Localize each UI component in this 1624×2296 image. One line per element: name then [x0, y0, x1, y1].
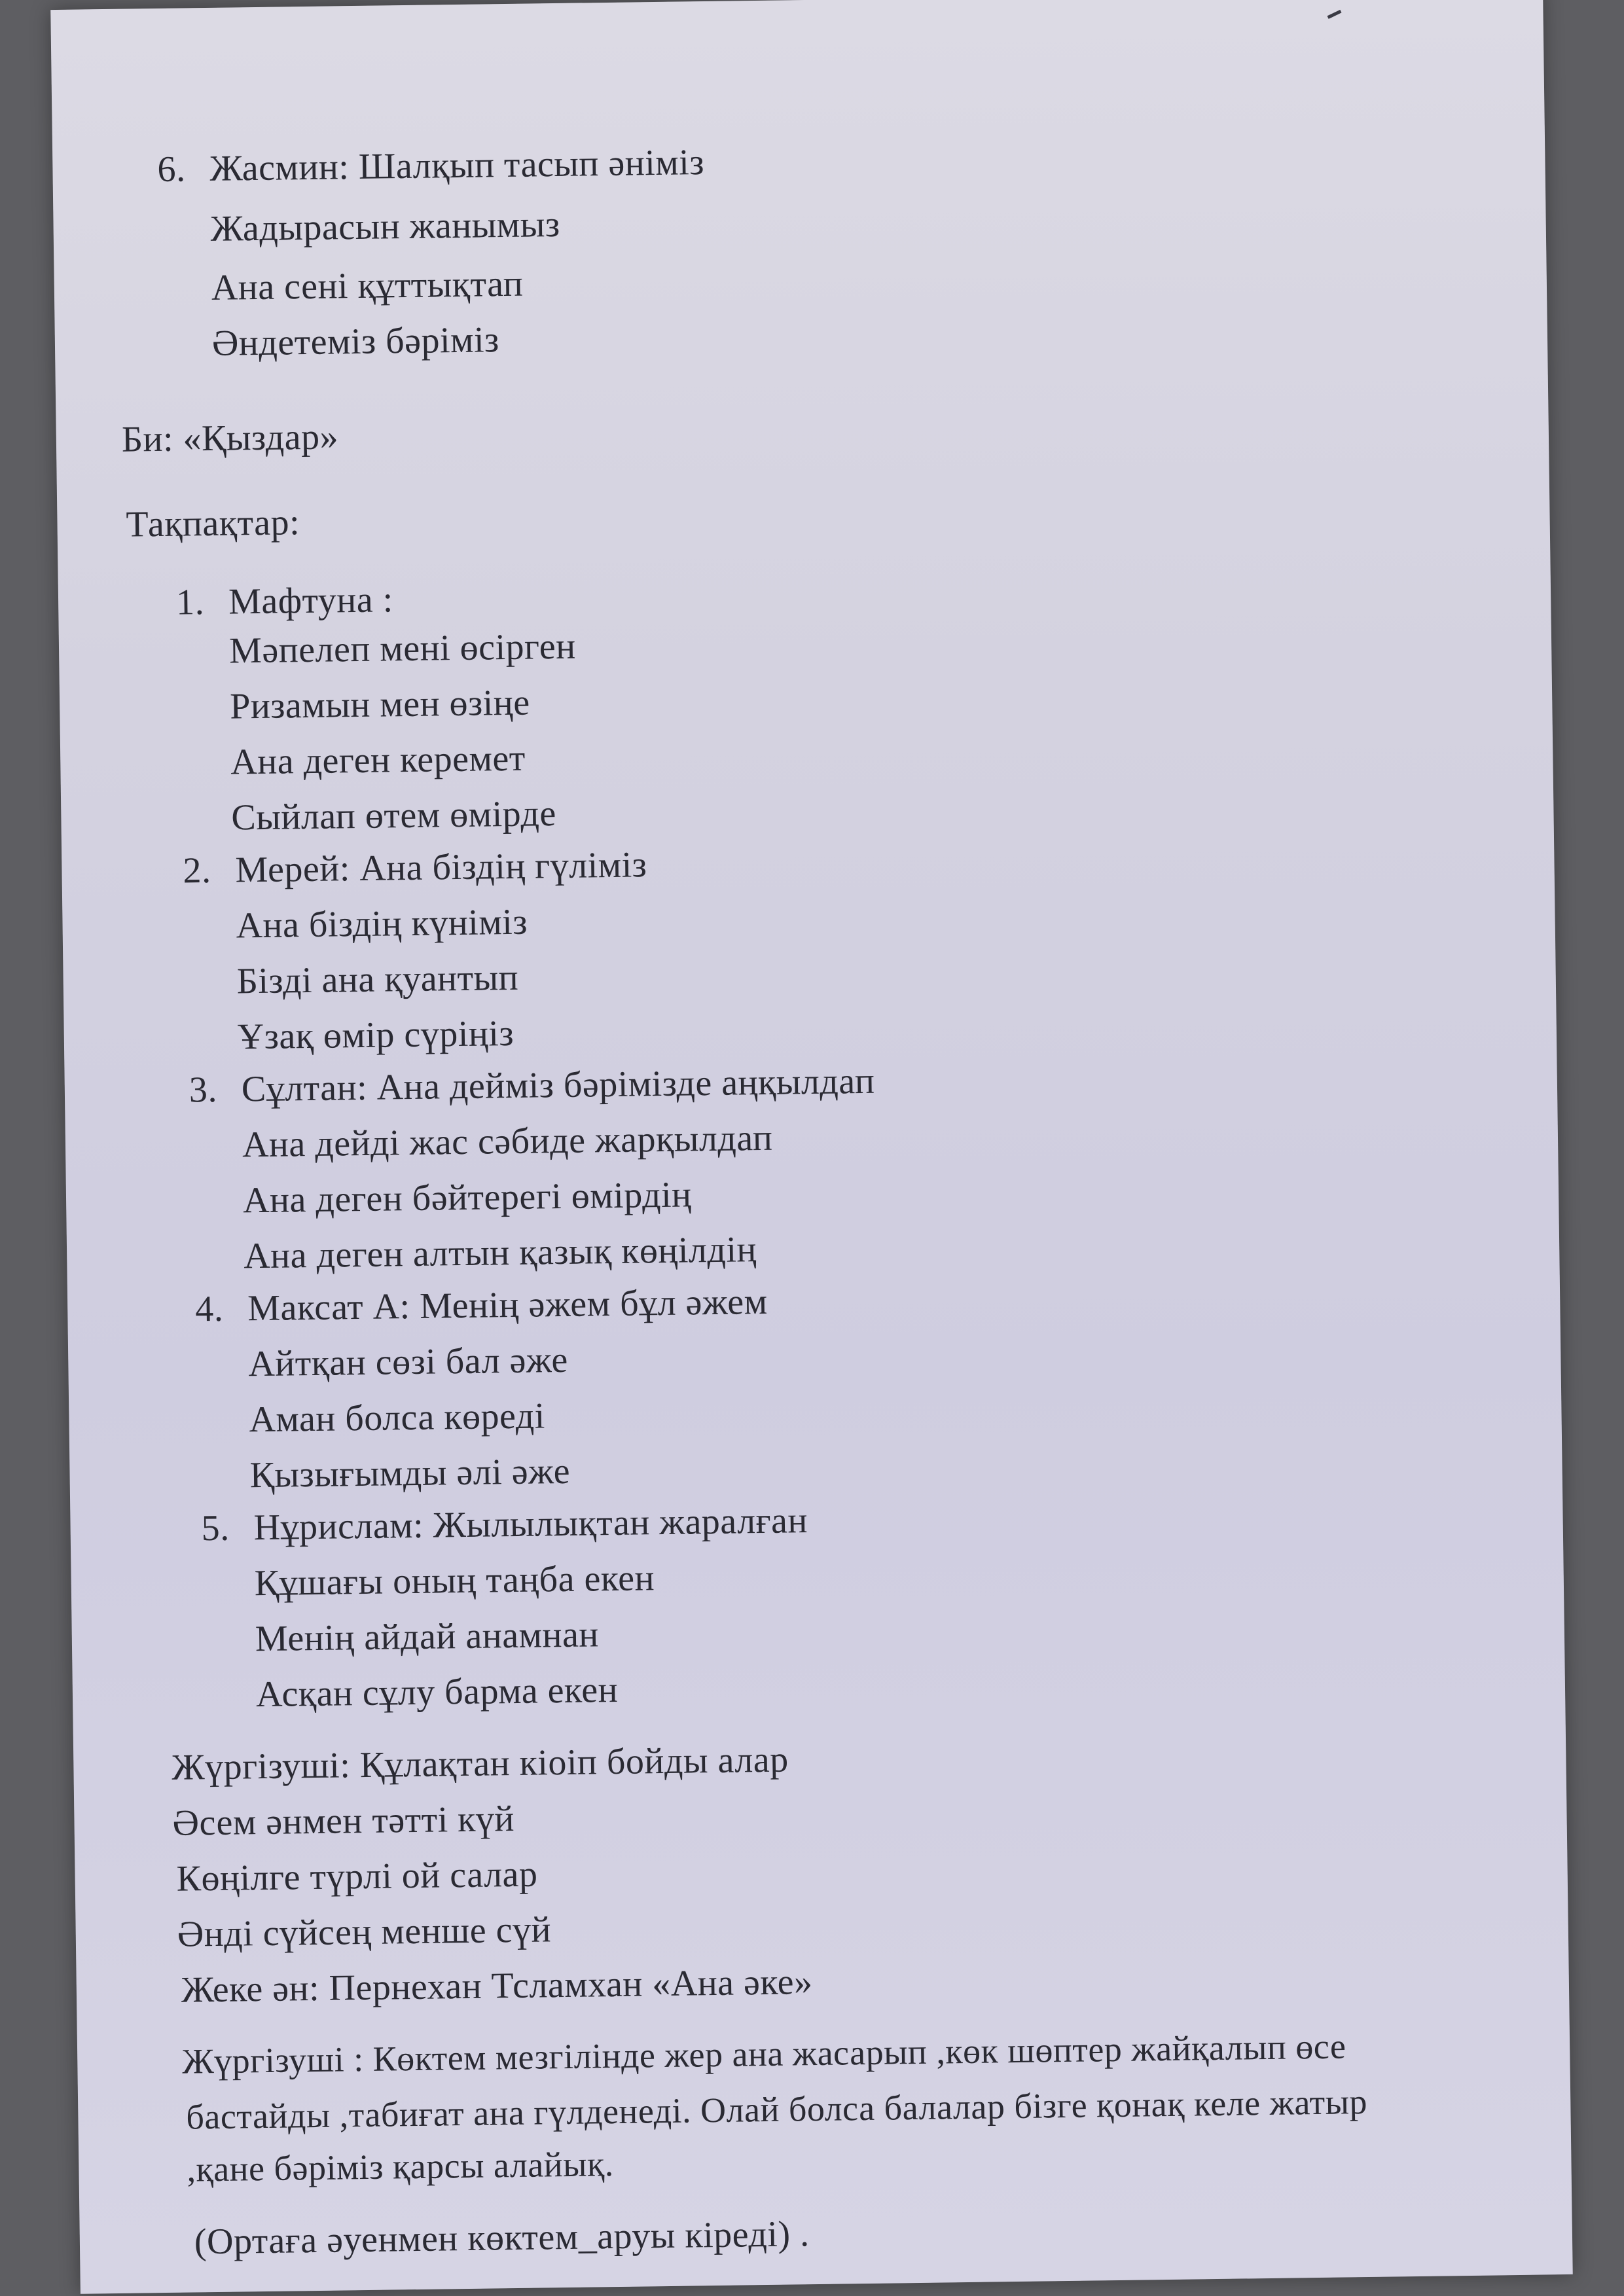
host1-line-2: Әсем әнмен тәтті күй	[172, 1799, 515, 1844]
host2-line-1: Жүргізуші : Көктем мезгілінде жер ана жасарып ,көк шөптер жайқалып өсе	[181, 2026, 1346, 2081]
document-body	[50, 0, 1572, 2294]
paper-sheet	[50, 0, 1572, 2294]
verse-2-number: 2.	[183, 850, 211, 891]
verse-2-line-2: Ана біздің күніміз	[236, 901, 528, 946]
verse-4-line-4: Қызығымды әлі әже	[249, 1450, 571, 1496]
verse-4-line-2: Айтқан сөзі бал әже	[247, 1339, 569, 1385]
verse-3-line-4: Ана деген алтын қазық көңілдің	[243, 1229, 757, 1277]
verse-3-line-2: Ана дейді жас сәбиде жарқылдап	[242, 1117, 773, 1166]
song6-line-3: Ана сені құттықтап	[211, 263, 524, 308]
verse-2-line-3: Бізді ана қуантып	[236, 957, 519, 1002]
pen-mark	[1327, 10, 1342, 19]
host1-line-4: Әнді сүйсең менше сүй	[177, 1909, 552, 1955]
host1-line-5: Жеке ән: Пернехан Тсламхан «Ана әке»	[181, 1962, 813, 2011]
verse-3-line-1: 3. Сұлтан: Ана дейміз бәрімізде аңқылдап	[189, 1060, 875, 1111]
verse-1-line-3: Ризамын мен өзіңе	[229, 682, 530, 727]
dance-title: Би: «Қыздар»	[121, 416, 339, 460]
verse-1-line-1: 1. Мафтуна :	[175, 579, 394, 623]
verse-2-line-1: 2. Мерей: Ана біздің гүліміз	[183, 844, 647, 891]
verse-5-line-1: 5. Нұрислам: Жылылықтан жаралған	[201, 1500, 808, 1549]
verse-5-line-2: Құшағы оның таңба екен	[254, 1558, 655, 1604]
host1-line-3: Көңілге түрлі ой салар	[176, 1854, 538, 1899]
verse-4-line-3: Аман болса көреді	[249, 1395, 546, 1441]
verse-2-line-4: Ұзақ өмір сүріңіз	[237, 1013, 514, 1058]
stage-direction: (Ортаға әуенмен көктем_аруы кіреді) .	[194, 2214, 810, 2263]
verse-3-number: 3.	[189, 1069, 218, 1111]
verse-5-line-4: Асқан сұлу барма екен	[255, 1669, 619, 1715]
verse-1-line-5: Сыйлап өтем өмірде	[231, 793, 557, 838]
verse-1-line-2: Мәпелеп мені өсірген	[228, 626, 576, 672]
verse-3-line-3: Ана деген бәйтерегі өмірдің	[242, 1174, 692, 1221]
song6-line-1: 6. Жасмин: Шалқып тасып әніміз	[157, 142, 705, 190]
host2-line-3: ,қане бәріміз қарсы алайық.	[187, 2144, 615, 2189]
takpaktar-heading: Тақпақтар:	[126, 502, 300, 545]
verse-5-number: 5.	[201, 1507, 230, 1549]
song6-line-2: Жадырасын жанымыз	[210, 204, 560, 249]
host2-line-2: бастайды ,табиғат ана гүлденеді. Олай болса балалар бізге қонақ келе жатыр	[186, 2082, 1368, 2137]
song6-line-4: Әндетеміз бәріміз	[211, 319, 500, 364]
verse-4-number: 4.	[194, 1288, 224, 1330]
verse-1-line-4: Ана деген керемет	[230, 738, 526, 783]
song6-number: 6.	[157, 149, 186, 190]
verse-1-number: 1.	[175, 582, 205, 623]
host1-line-1: Жүргізуші: Құлақтан кіоіп бойды алар	[171, 1739, 789, 1788]
verse-5-line-3: Менің айдай анамнан	[255, 1614, 600, 1660]
verse-4-line-1: 4. Максат А: Менің әжем бұл әжем	[194, 1281, 768, 1330]
